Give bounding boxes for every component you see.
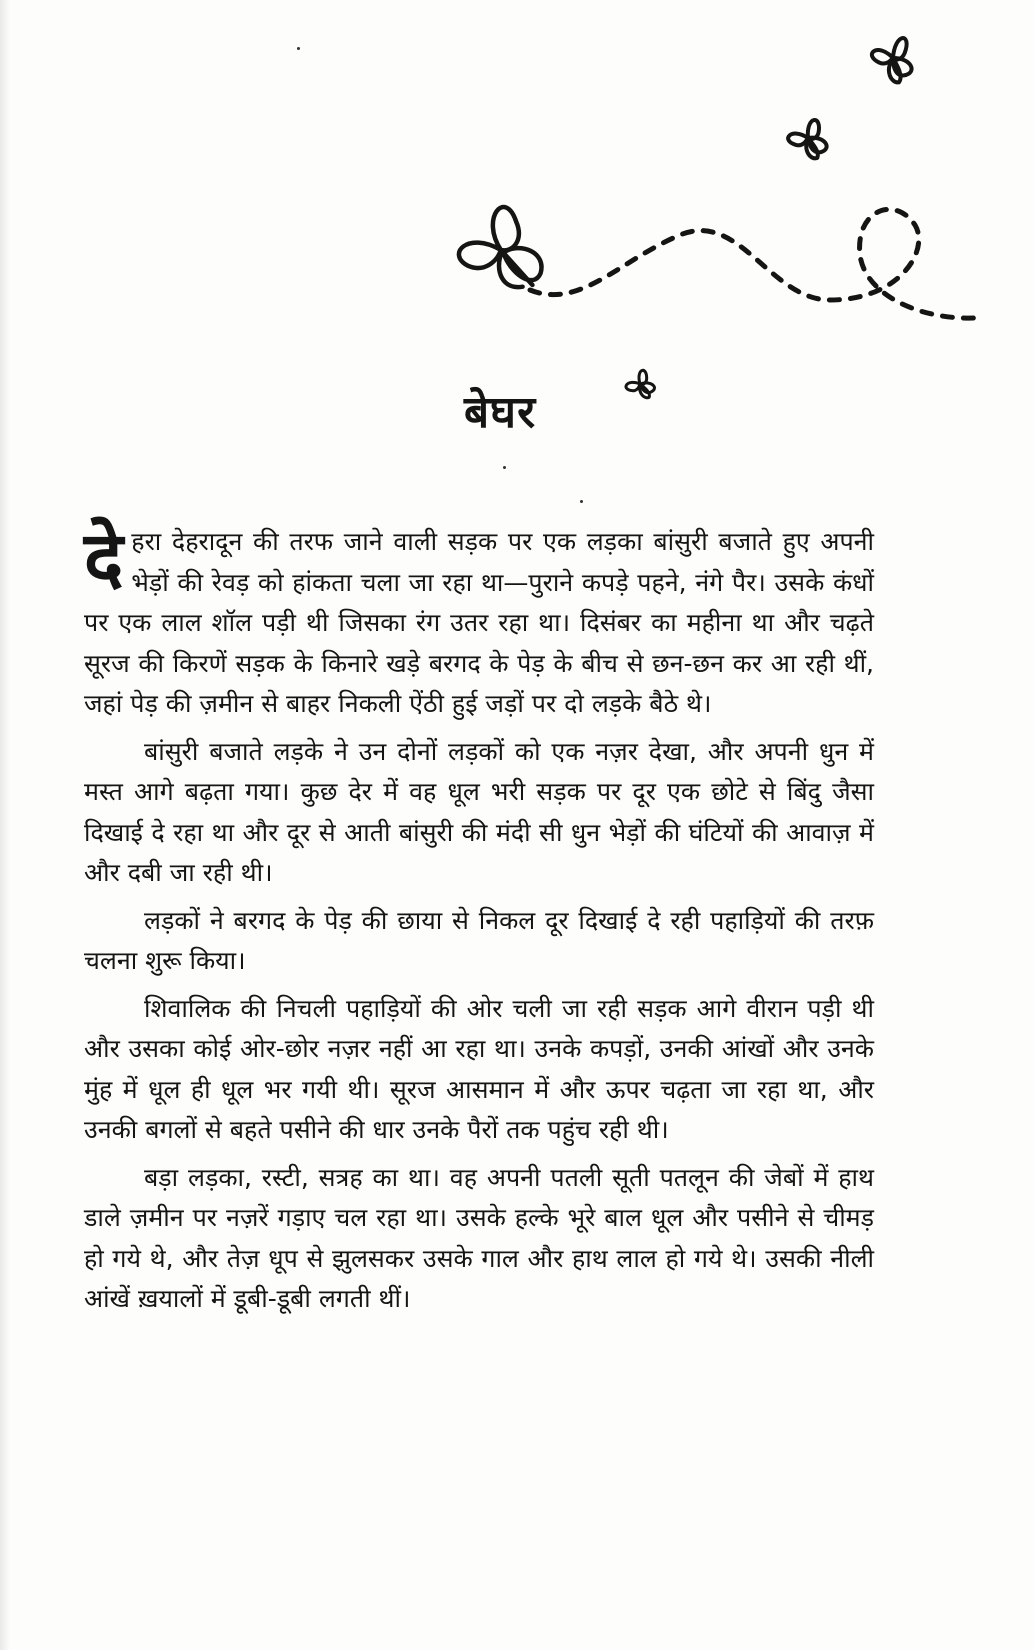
paragraph-5: बड़ा लड़का, रस्टी, सत्रह का था। वह अपनी पतली सूती पतलून की जेबों में हाथ डाले ज़मीन पर नज़रें गड़ाए चल रहा था। उसके हल्के भूरे बाल धूल और पसीने से चीमड़ हो गये थे, और तेज़ धूप से झुलसकर उसके गाल और हाथ लाल हो गये थे। उसकी नीली आंखें ख़यालों में डूबी-डूबी लगती थीं। bbox=[84, 1162, 874, 1313]
paragraph-1 bbox=[84, 516, 874, 725]
chapter-title: बेघर bbox=[463, 387, 537, 438]
paragraph-4: शिवालिक की निचली पहाड़ियों की ओर चली जा रही सड़क आगे वीरान पड़ी थी और उसका कोई ओर-छोर नज़र नहीं आ रहा था। उनके कपड़ों, उनकी आंखों और उनके मुंह में धूल ही धूल भर गयी थी। सूरज आसमान में और ऊपर चढ़ता जा रहा था, और उनकी बगलों से बहते पसीने की धार उनके पैरों तक पहुंच रही थी। bbox=[84, 993, 874, 1144]
butterfly-icon bbox=[787, 118, 829, 159]
butterfly-icon bbox=[452, 202, 544, 296]
drop-cap: दे bbox=[84, 516, 124, 602]
flight-path-dashes bbox=[530, 209, 975, 318]
paragraph-1-text: हरा देहरादून की तरफ जाने वाली सड़क पर एक लड़का बांसुरी बजाते हुए अपनी भेड़ों की रेवड़ को हांकता चला जा रहा था—पुराने कपड़े पहने, नंगे पैर। उसके कंधों पर एक लाल शॉल पड़ी थी जिसका रंग उतर रहा था। दिसंबर का महीना था और चढ़ते सूरज की किरणें सड़क के किनारे खड़े बरगद के पेड़ के बीच से छन-छन कर आ रही थीं, जहां पेड़ की ज़मीन से बाहर निकली ऐंठी हुई जड़ों पर दो लड़के बैठे थे। bbox=[84, 527, 874, 718]
print-speck bbox=[503, 466, 506, 469]
print-speck bbox=[580, 500, 583, 503]
paragraph-3: लड़कों ने बरगद के पेड़ की छाया से निकल दूर दिखाई दे रही पहाड़ियों की तरफ़ चलना शुरू किया। bbox=[84, 905, 874, 975]
paragraph-2: बांसुरी बजाते लड़के ने उन दोनों लड़कों को एक नज़र देखा, और अपनी धुन में मस्त आगे बढ़ता गया। कुछ देर में वह धूल भरी सड़क पर दूर एक छोटे से बिंदु जैसा दिखाई दे रहा था और दूर से आती बांसुरी की मंदी सी धुन भेड़ों की घंटियों की आवाज़ में और दबी जा रही थी। bbox=[84, 736, 874, 887]
print-speck bbox=[297, 47, 300, 50]
butterfly-icon bbox=[867, 31, 919, 85]
chapter-body bbox=[84, 516, 874, 1327]
